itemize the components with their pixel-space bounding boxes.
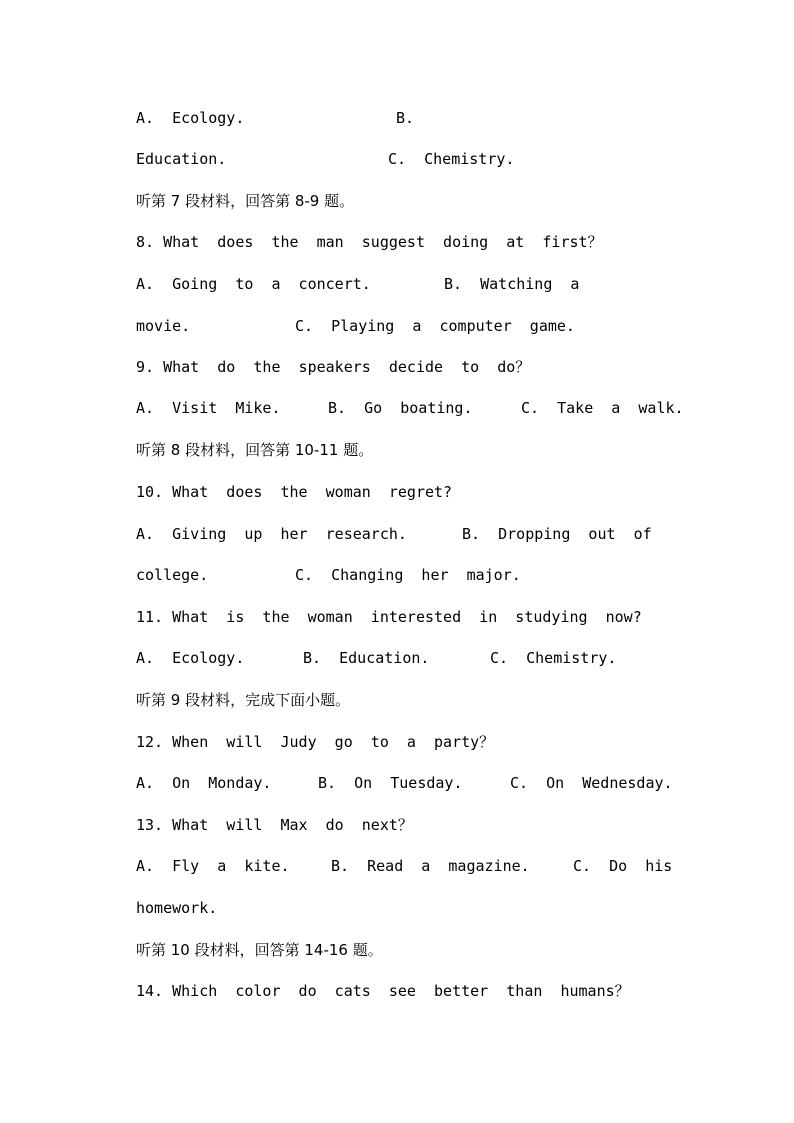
option-c: C. Chemistry. — [388, 150, 515, 168]
question-text: 14. Which color do cats see better than humans？ — [136, 982, 630, 1000]
option-b-continued: movie. — [136, 317, 191, 335]
question-10-options-line-2 — [136, 565, 521, 585]
section-7-header — [136, 191, 355, 211]
option-b: B. Dropping out of — [462, 525, 652, 543]
question-10 — [136, 482, 453, 502]
question-13 — [136, 815, 413, 835]
option-a: A. Ecology. — [136, 109, 245, 127]
option-b: B. — [396, 109, 415, 127]
section-9-header — [136, 690, 351, 710]
section-header-text: 听第 8 段材料，回答第 10-11 题。 — [136, 441, 374, 459]
option-c: C. Chemistry. — [490, 649, 617, 667]
option-b: B. Go boating. — [328, 399, 473, 417]
question-14 — [136, 981, 630, 1001]
question-7-options-line-1 — [136, 108, 415, 128]
option-b-continued: college. — [136, 566, 209, 584]
option-a: A. Giving up her research. — [136, 525, 407, 543]
question-13-options-line-2 — [136, 898, 218, 918]
option-c: C. Take a walk. — [521, 399, 684, 417]
question-text: 10. What does the woman regret? — [136, 483, 453, 501]
question-9 — [136, 357, 531, 377]
question-7-options-line-2 — [136, 149, 515, 169]
question-11 — [136, 607, 642, 627]
question-11-options — [136, 648, 617, 668]
option-a: A. On Monday. — [136, 774, 272, 792]
question-text: 8. What does the man suggest doing at first？ — [136, 233, 603, 251]
question-8-options-line-1 — [136, 274, 580, 294]
section-header-text: 听第 9 段材料，完成下面小题。 — [136, 691, 351, 709]
question-12-options — [136, 773, 673, 793]
question-10-options-line-1 — [136, 524, 652, 544]
question-text: 12. When will Judy go to a party？ — [136, 733, 495, 751]
option-a: A. Ecology. — [136, 649, 245, 667]
option-b: B. Education. — [303, 649, 430, 667]
question-8 — [136, 232, 603, 252]
question-text: 9. What do the speakers decide to do？ — [136, 358, 531, 376]
option-c: C. On Wednesday. — [510, 774, 673, 792]
question-8-options-line-2 — [136, 316, 575, 336]
option-c-continued: homework. — [136, 899, 218, 917]
option-b: B. On Tuesday. — [318, 774, 463, 792]
option-c: C. Playing a computer game. — [295, 317, 575, 335]
question-13-options-line-1 — [136, 856, 673, 876]
section-10-header — [136, 940, 383, 960]
section-header-text: 听第 10 段材料，回答第 14-16 题。 — [136, 941, 383, 959]
option-c: C. Do his — [573, 857, 673, 875]
option-b: B. Read a magazine. — [331, 857, 530, 875]
section-8-header — [136, 440, 374, 460]
question-text: 11. What is the woman interested in studying now? — [136, 608, 642, 626]
option-c: C. Changing her major. — [295, 566, 521, 584]
option-b: B. Watching a — [444, 275, 580, 293]
option-a: A. Going to a concert. — [136, 275, 371, 293]
section-header-text: 听第 7 段材料，回答第 8-9 题。 — [136, 192, 355, 210]
question-12 — [136, 732, 495, 752]
question-9-options — [136, 398, 684, 418]
question-text: 13. What will Max do next？ — [136, 816, 413, 834]
option-a: A. Visit Mike. — [136, 399, 281, 417]
option-a: A. Fly a kite. — [136, 857, 290, 875]
option-b-continued: Education. — [136, 150, 227, 168]
